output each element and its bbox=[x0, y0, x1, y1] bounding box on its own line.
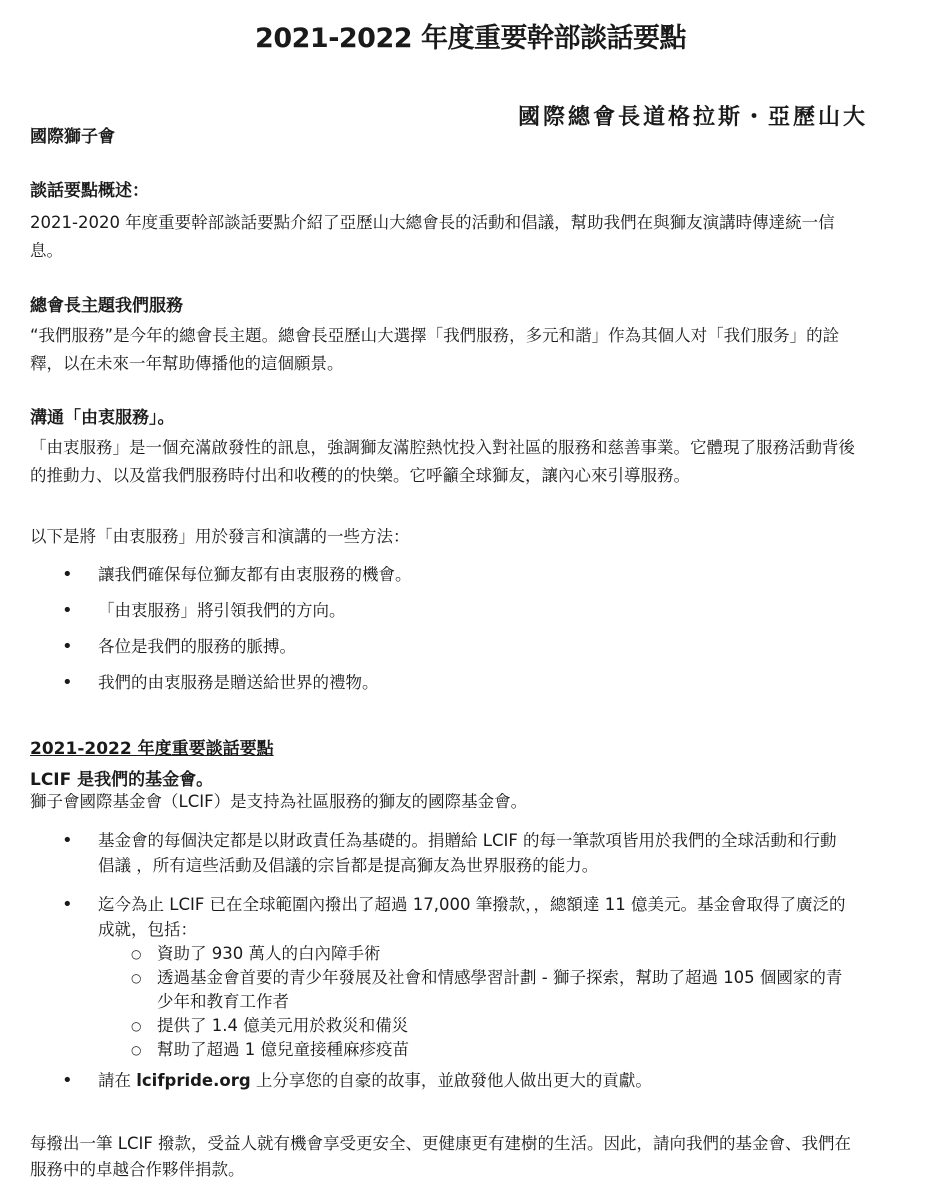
share-text-post: 上分享您的自豪的故事，並啟發他人做出更大的貢獻。 bbox=[250, 1071, 652, 1090]
president-name: 國際總會長道格拉斯・亞歷山大 bbox=[518, 105, 869, 130]
theme-heading: 總會長主題我們服務 bbox=[30, 296, 183, 316]
talking-points-heading: 2021-2022 年度重要談話要點 bbox=[30, 739, 274, 759]
document-title: 2021-2022 年度重要幹部談話要點 bbox=[255, 23, 686, 54]
communicate-heading: 溝通「由衷服務」。 bbox=[30, 408, 175, 428]
sub-list-item: ○ 透過基金會首要的青少年發展及社會和情感學習計劃 - 獅子探索，幫助了超過 105 個國家的青少年和教育工作者 bbox=[131, 966, 852, 1014]
list-item: • 各位是我們的服務的脈搏。 bbox=[62, 633, 412, 669]
list-item: • 「由衷服務」將引領我們的方向。 bbox=[62, 597, 412, 633]
closing-paragraph: 每撥出一筆 LCIF 撥款，受益人就有機會享受更安全、更健康更有建樹的生活。因此，請向我們的基金會、我們在服務中的卓越合作夥伴捐款。 bbox=[30, 1134, 852, 1179]
overview-heading: 談話要點概述： bbox=[30, 181, 149, 201]
organization-name: 國際獅子會 bbox=[30, 127, 115, 147]
sub-list-item: ○ 幫助了超過 1 億兒童接種麻疹疫苗 bbox=[131, 1038, 852, 1062]
sub-list-item: ○ 提供了 1.4 億美元用於救災和備災 bbox=[131, 1014, 852, 1038]
communicate-intro: 以下是將「由衷服務」用於發言和演講的一些方法： bbox=[30, 527, 410, 546]
list-item bbox=[62, 1068, 852, 1093]
list-item: • 基金會的每個決定都是以財政責任為基礎的。捐贈給 LCIF 的每一筆款項皆用於我們的全球活動和行動倡議 ，所有這些活動及倡議的宗旨都是提高獅友為世界服務的能力。 bbox=[62, 828, 852, 878]
lcif-intro: 獅子會國際基金會（LCIF）是支持為社區服務的獅友的國際基金會。 bbox=[30, 792, 528, 811]
achievement-sub-list bbox=[98, 942, 852, 1062]
theme-body: “我們服務”是今年的總會長主題。總會長亞歷山大選擇「我們服務，多元和諧」作為其個人对「我们服务」的詮釋，以在未來一年幫助傳播他的這個願景。 bbox=[30, 326, 840, 373]
share-text-pre: 請在 bbox=[98, 1071, 137, 1090]
overview-body: 2021-2020 年度重要幹部談話要點介紹了亞歷山大總會長的活動和倡議，幫助我們在與獅友演講時傳達統一信息。 bbox=[30, 213, 835, 260]
sub-list-item: ○ 資助了 930 萬人的白內障手術 bbox=[131, 942, 852, 966]
list-item bbox=[62, 892, 852, 1062]
lcifpride-link[interactable]: lcifpride.org bbox=[136, 1071, 251, 1090]
communicate-bullet-list bbox=[62, 561, 412, 705]
lcif-bullet-list bbox=[62, 828, 852, 1093]
list-item-text: 迄今為止 LCIF 已在全球範圍內撥出了超過 17,000 筆撥款，，總額達 11 億美元。基金會取得了廣泛的成就，包括： bbox=[98, 895, 846, 939]
list-item: • 讓我們確保每位獅友都有由衷服務的機會。 bbox=[62, 561, 412, 597]
lcif-heading: LCIF 是我們的基金會。 bbox=[30, 770, 214, 790]
communicate-body: 「由衷服務」是一個充滿啟發性的訊息，強調獅友滿腔熱忱投入對社區的服務和慈善事業。它體現了服務活動背後的推動力、以及當我們服務時付出和收穫的的快樂。它呼籲全球獅友，讓內心來引導服務。 bbox=[30, 438, 855, 485]
list-item: • 我們的由衷服務是贈送給世界的禮物。 bbox=[62, 669, 412, 705]
